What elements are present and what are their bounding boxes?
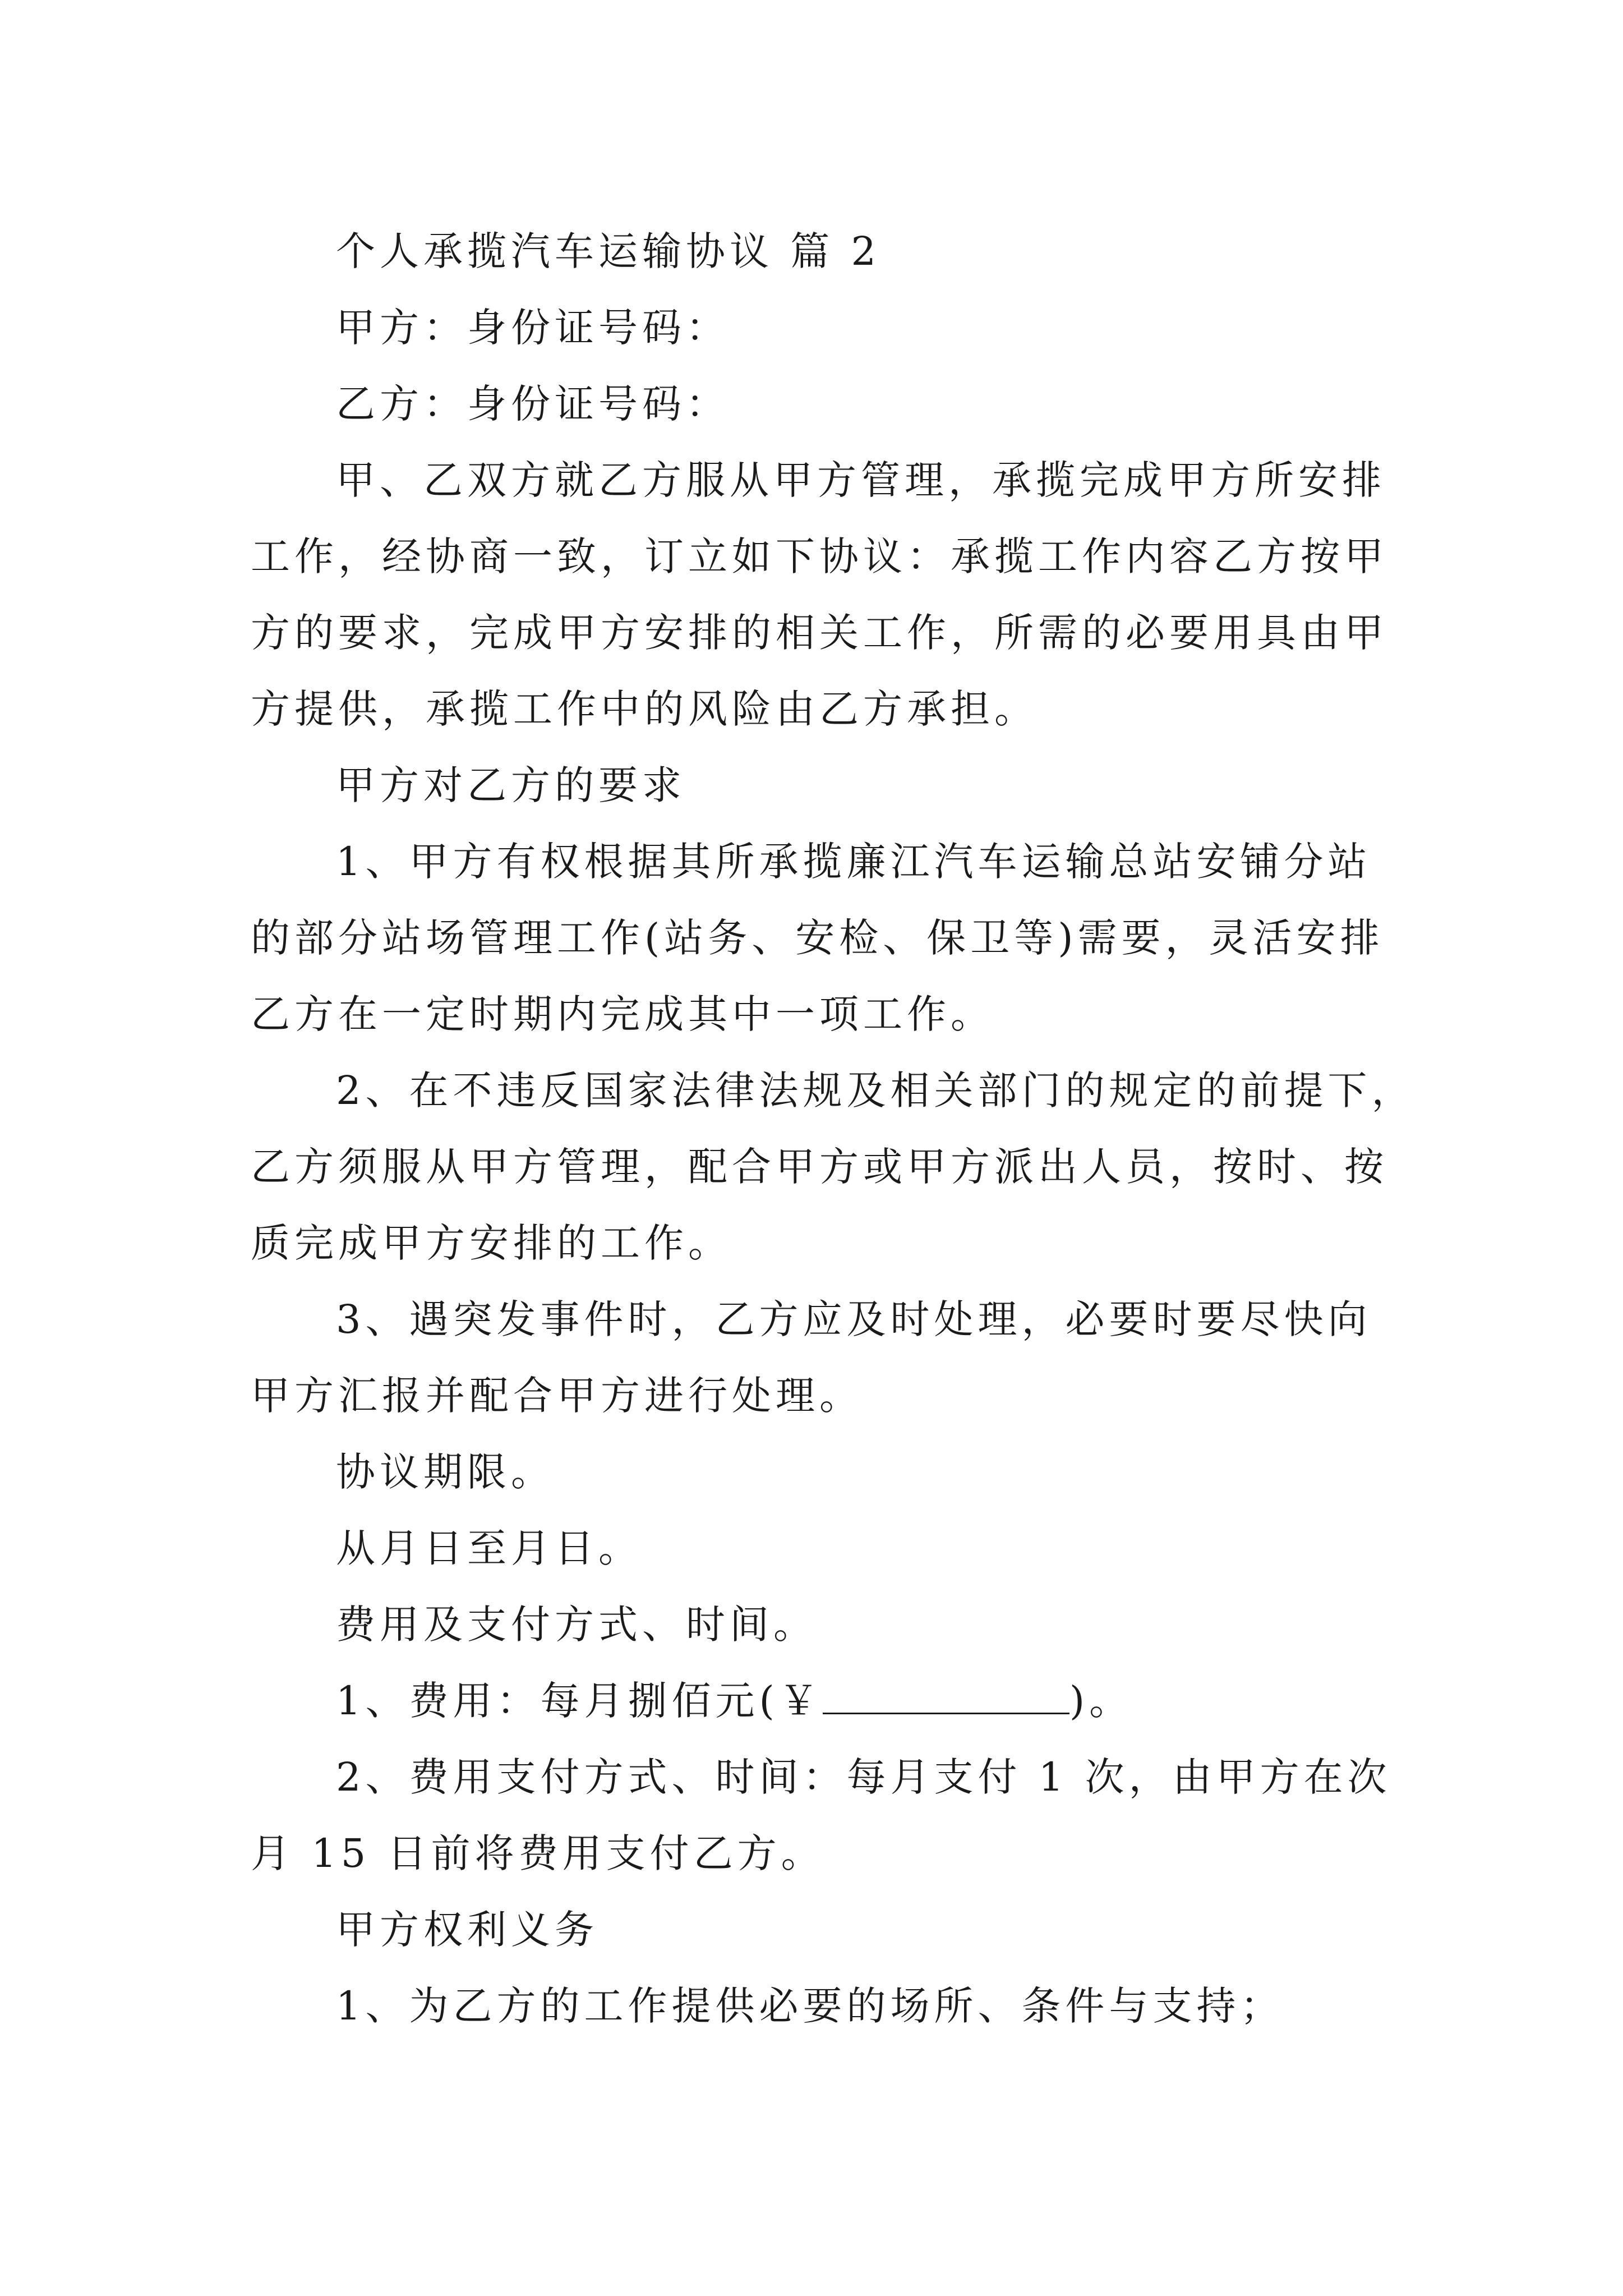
section-heading: 甲方权利义务 — [336, 1907, 598, 1953]
paragraph-line: 1、甲方有权根据其所承揽廉江汽车运输总站安铺分站 — [336, 839, 1372, 885]
section-heading: 费用及支付方式、时间。 — [336, 1602, 817, 1648]
paragraph-line: 乙方须服从甲方管理，配合甲方或甲方派出人员，按时、按 — [251, 1144, 1388, 1190]
section-heading: 甲方对乙方的要求 — [336, 762, 686, 808]
document-body — [251, 213, 1415, 2044]
paragraph-line: 2、费用支付方式、时间：每月支付 1 次，由甲方在次 — [336, 1754, 1391, 1800]
paragraph-line: 从月日至月日。 — [336, 1525, 642, 1571]
paragraph-line: 甲方汇报并配合甲方进行处理。 — [251, 1373, 863, 1419]
fee-suffix: )。 — [1069, 1678, 1133, 1724]
paragraph-line: 月 15 日前将费用支付乙方。 — [251, 1830, 825, 1876]
paragraph-line: 工作，经协商一致，订立如下协议：承揽工作内容乙方按甲 — [251, 533, 1388, 579]
paragraph-line: 方提供，承揽工作中的风险由乙方承担。 — [251, 686, 1038, 732]
fee-prefix: 1、费用：每月捌佰元(￥ — [336, 1678, 823, 1724]
paragraph-line: 2、在不违反国家法律法规及相关部门的规定的前提下， — [336, 1068, 1415, 1114]
paragraph-line: 甲、乙双方就乙方服从甲方管理，承揽完成甲方所安排 — [336, 457, 1386, 503]
paragraph-line: 3、遇突发事件时，乙方应及时处理，必要时要尽快向 — [336, 1296, 1372, 1342]
section-heading: 协议期限。 — [336, 1449, 555, 1495]
fee-amount-blank — [823, 1678, 1069, 1714]
document-title: 个人承揽汽车运输协议 篇 2 — [336, 228, 881, 274]
paragraph-line: 的部分站场管理工作(站务、安检、保卫等)需要，灵活安排 — [251, 915, 1384, 961]
paragraph-line: 1、为乙方的工作提供必要的场所、条件与支持； — [336, 1983, 1284, 2029]
fee-line — [251, 1663, 1395, 1739]
party-a-line: 甲方：身份证号码： — [336, 305, 730, 351]
paragraph-line: 乙方在一定时期内完成其中一项工作。 — [251, 991, 994, 1037]
paragraph-line: 质完成甲方安排的工作。 — [251, 1220, 732, 1266]
party-b-line: 乙方：身份证号码： — [336, 381, 730, 427]
paragraph-line: 方的要求，完成甲方安排的相关工作，所需的必要用具由甲 — [251, 610, 1388, 656]
